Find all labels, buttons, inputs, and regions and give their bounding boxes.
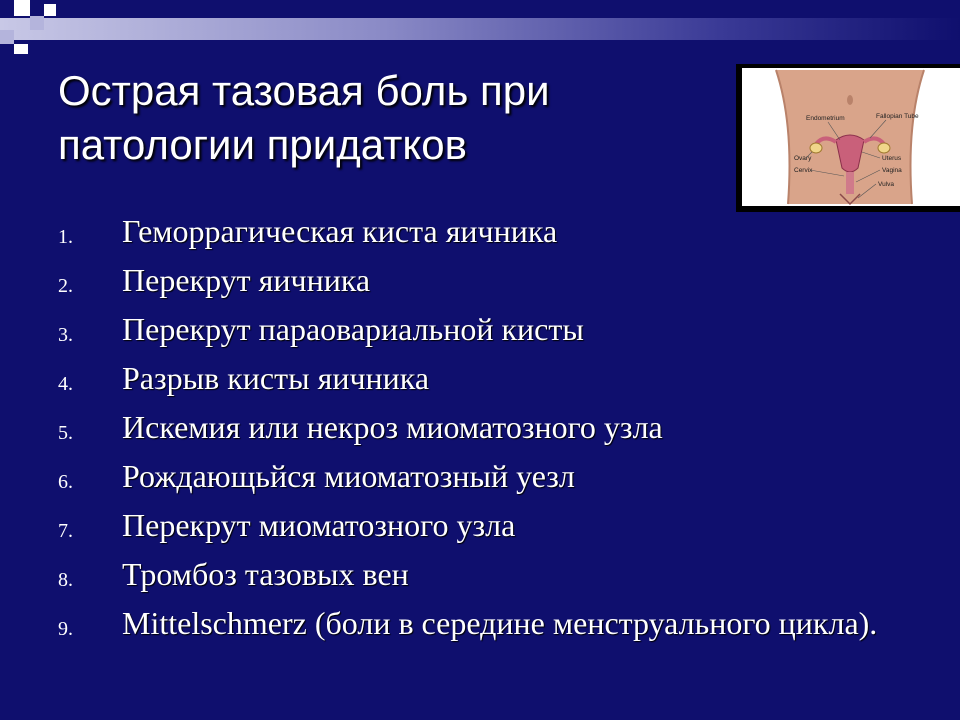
item-text: Разрыв кисты яичника xyxy=(122,360,430,396)
item-text: Тромбоз тазовых вен xyxy=(122,556,409,592)
list-item xyxy=(58,506,938,555)
item-text: Mittelschmerz (боли в середине менструального цикла). xyxy=(122,605,878,641)
item-number: 4. xyxy=(58,373,73,395)
decor-square xyxy=(14,0,30,16)
list-item xyxy=(58,604,938,684)
item-text: Рождающьйся миоматозный уезл xyxy=(122,458,575,494)
list-item xyxy=(58,457,938,506)
item-number: 5. xyxy=(58,422,73,444)
list-item xyxy=(58,555,938,604)
item-number: 3. xyxy=(58,324,73,346)
item-text: Перекрут параовариальной кисты xyxy=(122,311,584,347)
item-text: Перекрут миоматозного узла xyxy=(122,507,516,543)
item-number: 8. xyxy=(58,569,73,591)
label-vagina: Vagina xyxy=(882,167,902,174)
anatomy-illustration xyxy=(736,64,960,212)
label-vulva: Vulva xyxy=(878,181,895,188)
list-item xyxy=(58,310,938,359)
item-number: 7. xyxy=(58,520,73,542)
item-number: 6. xyxy=(58,471,73,493)
anatomy-illustration-svg xyxy=(736,64,960,212)
item-text: Перекрут яичника xyxy=(122,262,371,298)
decor-square xyxy=(0,30,14,44)
list-item xyxy=(58,359,938,408)
item-text: Искемия или некроз миоматозного узла xyxy=(122,409,663,445)
label-cervix: Cervix xyxy=(794,167,813,174)
item-number: 1. xyxy=(58,226,73,248)
label-fallopian-tube: Fallopian Tube xyxy=(876,113,919,120)
item-number: 9. xyxy=(58,618,73,640)
label-ovary: Ovary xyxy=(794,155,812,162)
label-uterus: Uterus xyxy=(882,155,902,162)
item-text: Геморрагическая киста яичника xyxy=(122,213,558,249)
decor-square xyxy=(30,16,44,30)
list-item xyxy=(58,261,938,310)
list-item xyxy=(58,408,938,457)
decor-square xyxy=(44,4,56,16)
item-number: 2. xyxy=(58,275,73,297)
slide-title: Острая тазовая боль при патологии придатков xyxy=(58,67,550,168)
decor-square xyxy=(14,44,28,54)
list-item xyxy=(58,212,938,261)
label-endometrium: Endometrium xyxy=(806,115,845,122)
header-strip xyxy=(0,18,960,40)
item-list xyxy=(58,212,938,684)
